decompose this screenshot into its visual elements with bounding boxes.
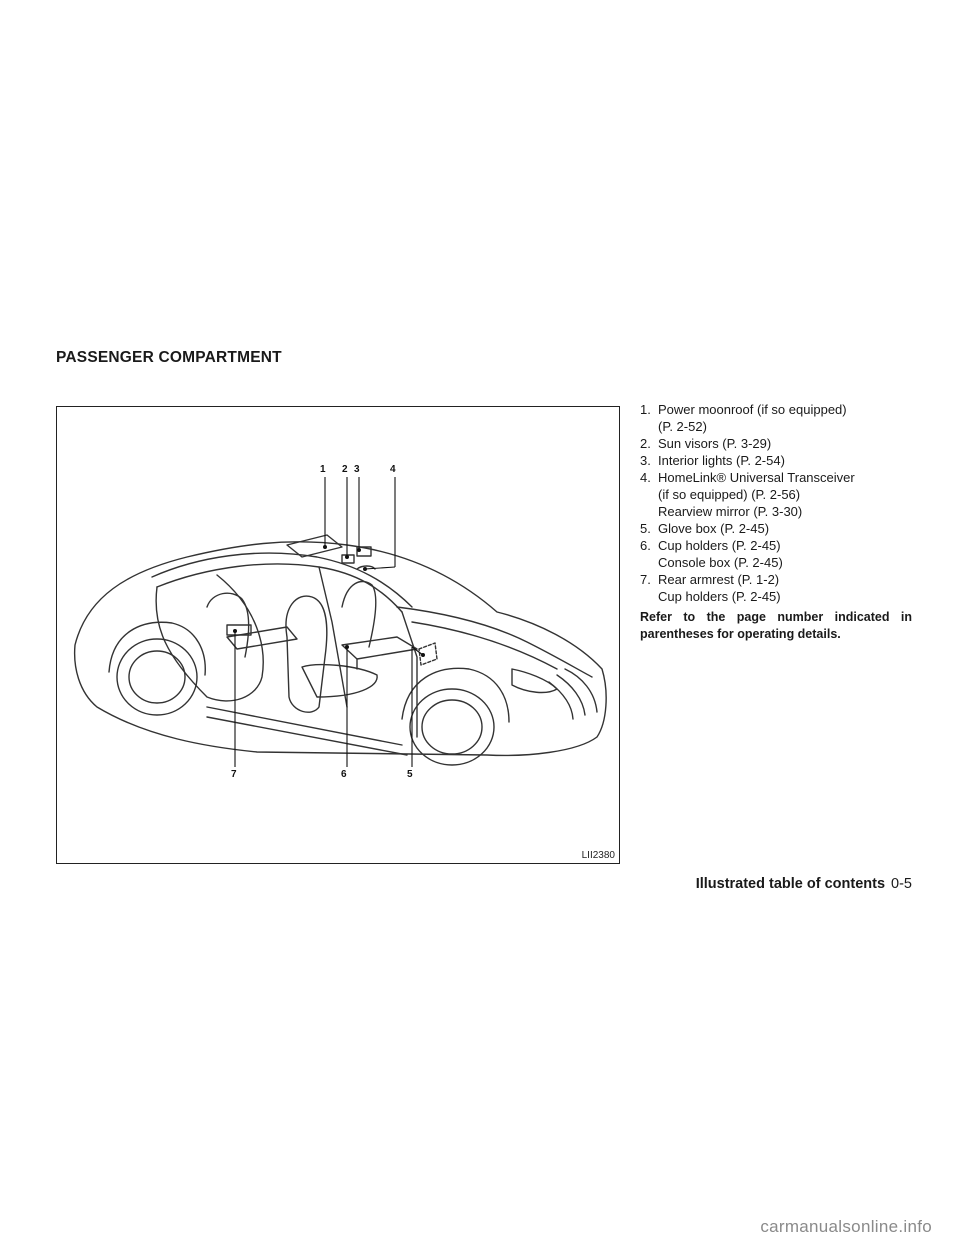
list-item: 1. Power moonroof (if so equipped) (P. 2-52) [640,402,847,434]
section-title: PASSENGER COMPARTMENT [56,349,282,366]
callout-2: 2 [342,464,348,475]
figure-code: LII2380 [581,850,615,861]
list-item: 2. Sun visors (P. 3-29) [640,436,772,451]
callout-7: 7 [231,769,237,780]
page-number: 0-5 [891,876,912,892]
component-list [640,401,912,643]
callout-3: 3 [354,464,360,475]
car-interior-illustration [57,407,621,865]
callout-5: 5 [407,769,413,780]
callout-6: 6 [341,769,347,780]
list-item: 6. Cup holders (P. 2-45) Console box (P. 2-45) [640,538,783,570]
operating-note: Refer to the page number indicated in parentheses for operating details. [640,610,912,641]
page-footer [696,876,912,892]
callout-4: 4 [390,464,396,475]
watermark: carmanualsonline.info [760,1217,932,1236]
callout-1: 1 [320,464,326,475]
list-item: 3. Interior lights (P. 2-54) [640,453,785,468]
list-item: 7. Rear armrest (P. 1-2) Cup holders (P. 2-45) [640,572,781,604]
list-item: 5. Glove box (P. 2-45) [640,521,770,536]
list-item: 4. HomeLink® Universal Transceiver (if so equipped) (P. 2-56) Rearview mirror (P. 3-30) [640,470,855,519]
passenger-compartment-figure [56,406,620,864]
footer-section-label: Illustrated table of contents [695,876,886,892]
